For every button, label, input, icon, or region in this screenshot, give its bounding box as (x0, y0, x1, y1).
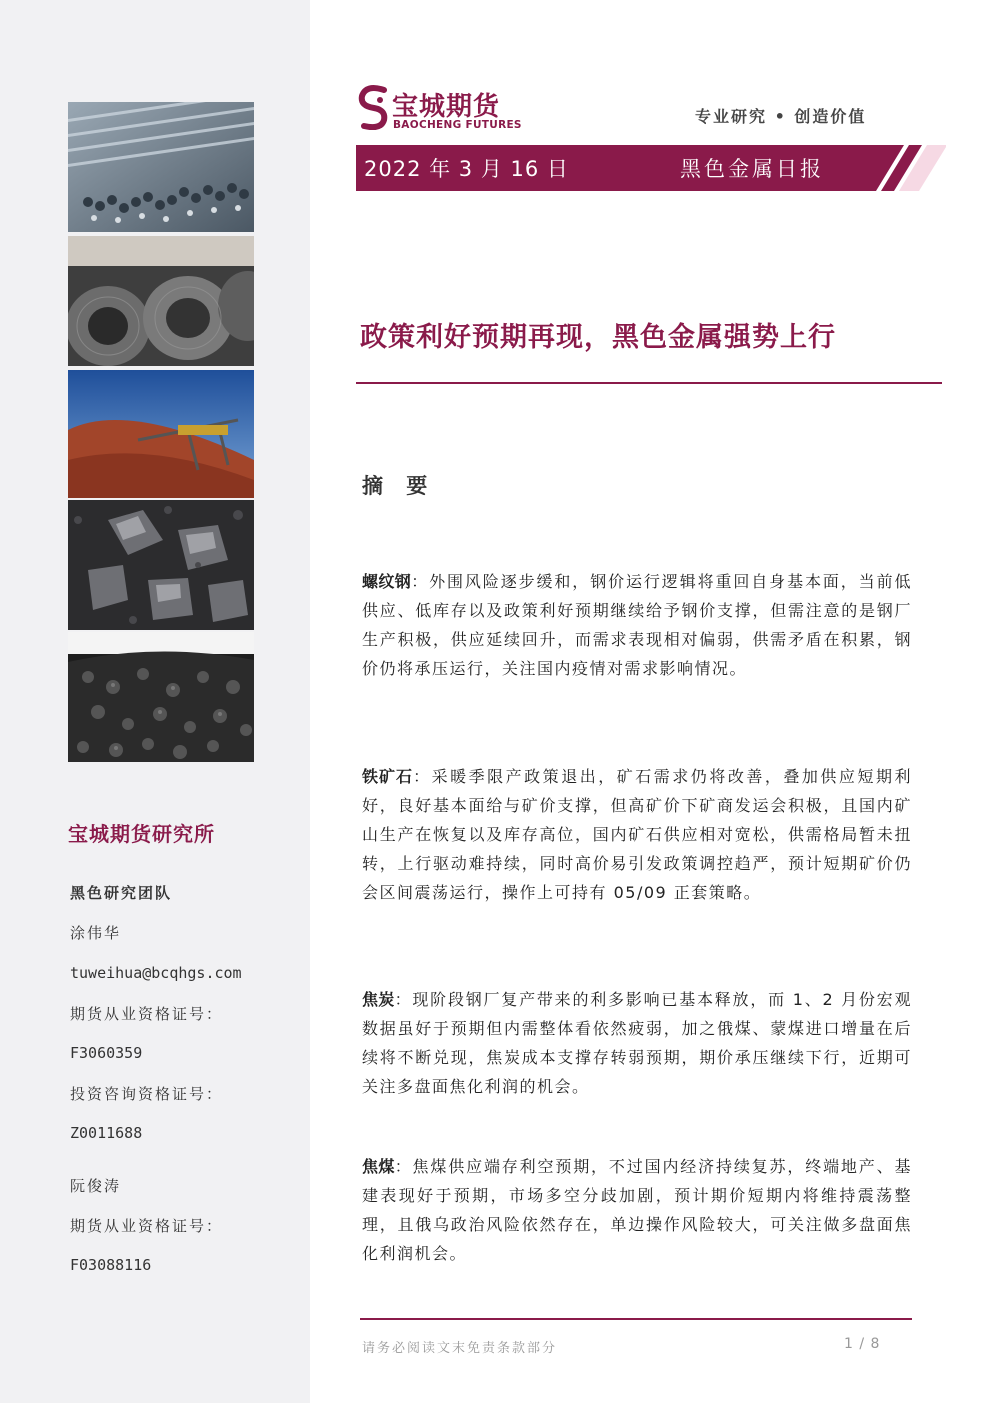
summary-item-coking-coal (362, 1152, 912, 1268)
org-name: 宝城期货研究所 (68, 822, 215, 846)
logo-en: BAOCHENG FUTURES (393, 119, 522, 131)
summary-item-text: ：现阶段钢厂复产带来的利多影响已基本释放，而 1、2 月份宏观数据虽好于预期但内需整体看依然疲弱，加之俄煤、蒙煤进口增量在后续将不断兑现，焦炭成本支撑存转弱预期，期价承压继续下行，近期可关注多盘面焦化利润的机会。 (362, 990, 912, 1096)
logo-cn: 宝城期货 (392, 92, 501, 122)
report-date: 2022 年 3 月 16 日 (364, 157, 569, 181)
summary-item-lead: 焦炭 (362, 990, 395, 1009)
footer-divider (360, 1318, 912, 1320)
summary-item-text: ：焦煤供应端存利空预期，不过国内经济持续复苏，终端地产、基建表现好于预期，市场多空分歧加剧，预计期价短期内将维持震荡整理，且俄乌政治风险依然存在，单边操作风险较大，可关注做多盘面焦化利润机会。 (362, 1157, 912, 1263)
analyst1-name: 涂伟华 (70, 924, 122, 942)
analyst2-futures-cert: F03088116 (70, 1256, 152, 1274)
summary-item-text: ：外围风险逐步缓和，钢价运行逻辑将重回自身基本面，当前低供应、低库存以及政策利好预期继续给予钢价支撑，但需注意的是钢厂生产积极，供应延续回升，而需求表现相对偏弱，供需矛盾在积累，钢价仍将承压运行，关注国内疫情对需求影响情况。 (362, 572, 912, 678)
analyst1-email[interactable]: tuweihua@bcqhgs.com (70, 964, 242, 982)
page-title: 政策利好预期再现，黑色金属强势上行 (360, 322, 836, 353)
analyst1-futures-cert-label: 期货从业资格证号： (70, 1005, 224, 1023)
report-name: 黑色金属日报 (680, 157, 824, 181)
iron-ore-photo (68, 370, 254, 498)
analyst1-invest-cert: Z0011688 (70, 1124, 143, 1142)
sidebar (0, 0, 310, 1403)
analyst2-futures-cert-label: 期货从业资格证号： (70, 1217, 224, 1235)
slogan: 专业研究 • 创造价值 (695, 107, 867, 126)
summary-item-coke (362, 985, 912, 1101)
summary-item-lead: 螺纹钢 (362, 572, 412, 591)
analyst2-name: 阮俊涛 (70, 1177, 122, 1195)
summary-item-rebar (362, 567, 912, 683)
summary-heading: 摘 要 (362, 474, 436, 498)
analyst1-futures-cert: F3060359 (70, 1044, 143, 1062)
coal-photo (68, 500, 254, 630)
summary-item-lead: 焦煤 (362, 1157, 395, 1176)
team-name: 黑色研究团队 (70, 884, 173, 902)
page-number: 1 / 8 (844, 1336, 881, 1352)
title-divider (356, 382, 942, 384)
analyst1-invest-cert-label: 投资咨询资格证号： (70, 1085, 224, 1103)
summary-item-lead: 铁矿石 (362, 767, 414, 786)
summary-item-text: ：采暖季限产政策退出，矿石需求仍将改善，叠加供应短期利好，良好基本面给与矿价支撑，但高矿价下矿商发运会积极，且国内矿山生产在恢复以及库存高位，国内矿石供应相对宽松，供需格局暂未扭转，上行驱动难持续，同时高价易引发政策调控趋严，预计短期矿价仍会区间震荡运行，操作上可持有 05/09 正套策略。 (362, 767, 912, 902)
coke-photo (68, 632, 254, 762)
steel-coils-photo (68, 236, 254, 366)
summary-item-iron-ore (362, 762, 912, 907)
footer-disclaimer: 请务必阅读文末免责条款部分 (362, 1341, 558, 1356)
rebar-photo (68, 102, 254, 232)
logo-icon (356, 84, 390, 134)
